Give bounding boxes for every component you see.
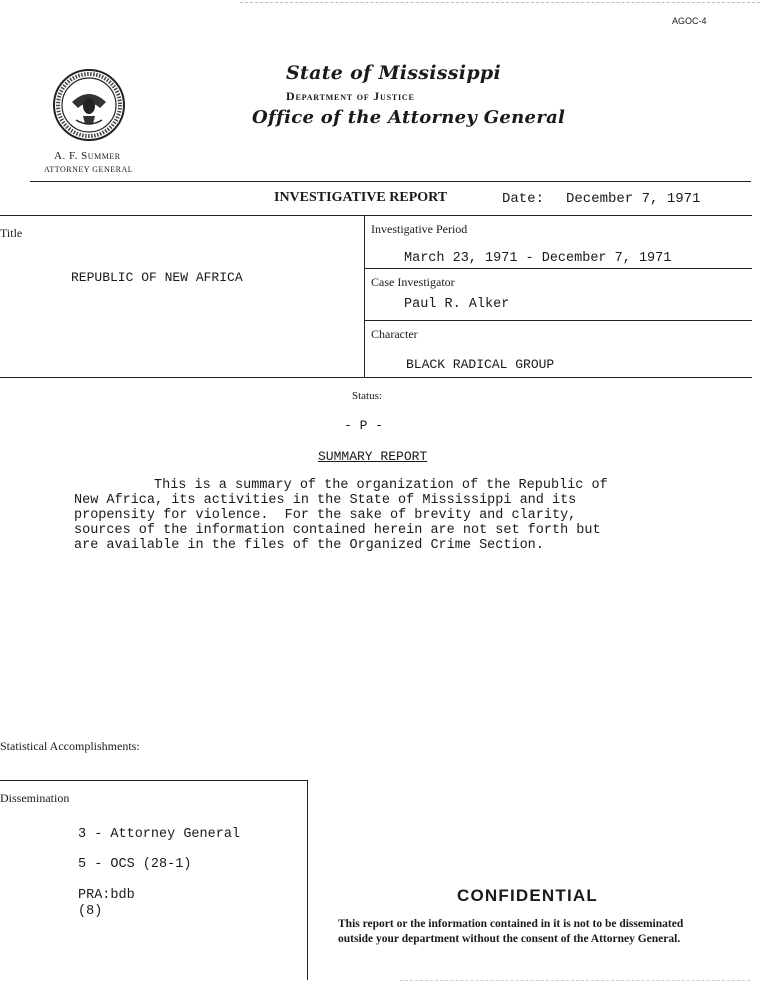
title-value: REPUBLIC OF NEW AFRICA — [71, 270, 243, 285]
investigator-label: Case Investigator — [371, 275, 455, 289]
summary-line-2: New Africa, its activities in the State of Mississippi and its — [74, 493, 577, 508]
dissemination-entry-3: PRA:bdb — [78, 888, 135, 903]
letterhead-office: Office of the Attorney General — [252, 107, 566, 128]
character-value: BLACK RADICAL GROUP — [406, 357, 555, 372]
status-label: Status: — [352, 390, 382, 402]
letterhead-state: State of Mississippi — [286, 62, 502, 84]
state-seal — [52, 68, 126, 142]
confidential-notice-line-2: outside your department without the consent of the Attorney General. — [338, 933, 681, 945]
letterhead-department: Department of Justice — [286, 89, 415, 103]
title-label: Title — [0, 226, 23, 240]
dissemination-entry-1: 3 - Attorney General — [78, 827, 241, 842]
date-value: December 7, 1971 — [566, 191, 701, 207]
page-bottom-edge — [400, 980, 750, 981]
dissemination-box-right — [307, 780, 308, 980]
dissemination-box-top — [0, 780, 308, 781]
investigator-value: Paul R. Alker — [404, 297, 510, 312]
header-rule — [30, 181, 751, 182]
table-divider — [364, 215, 365, 377]
period-label: Investigative Period — [371, 222, 468, 236]
summary-line-5: are available in the files of the Organized Crime Section. — [74, 538, 544, 553]
summary-heading: SUMMARY REPORT — [318, 449, 428, 464]
page-top-edge — [240, 2, 760, 3]
dissemination-entry-4: (8) — [78, 904, 103, 919]
dissemination-entry-2: 5 - OCS (28-1) — [78, 857, 192, 872]
table-top-rule — [0, 215, 752, 216]
seal-emblem-icon — [52, 68, 126, 142]
character-label: Character — [371, 327, 418, 341]
form-code: AGOC-4 — [672, 16, 707, 26]
attorney-title: ATTORNEY GENERAL — [44, 165, 134, 174]
dissemination-label: Dissemination — [0, 791, 70, 805]
stats-label: Statistical Accomplishments: — [0, 739, 140, 753]
confidential-heading: CONFIDENTIAL — [457, 886, 598, 905]
investigator-rule — [364, 320, 752, 321]
date-label: Date: — [502, 191, 545, 207]
confidential-notice-line-1: This report or the information contained in it is not to be disseminated — [338, 918, 684, 930]
attorney-name: A. F. Summer — [54, 150, 121, 162]
period-value: March 23, 1971 - December 7, 1971 — [404, 251, 672, 266]
summary-line-1: This is a summary of the organization of the Republic of — [154, 478, 608, 493]
table-bottom-rule — [0, 377, 752, 378]
summary-line-3: propensity for violence. For the sake of brevity and clarity, — [74, 508, 577, 523]
status-value: - P - — [344, 418, 384, 433]
summary-line-4: sources of the information contained herein are not set forth but — [74, 523, 601, 538]
report-heading: INVESTIGATIVE REPORT — [274, 190, 448, 205]
period-rule — [364, 268, 752, 269]
